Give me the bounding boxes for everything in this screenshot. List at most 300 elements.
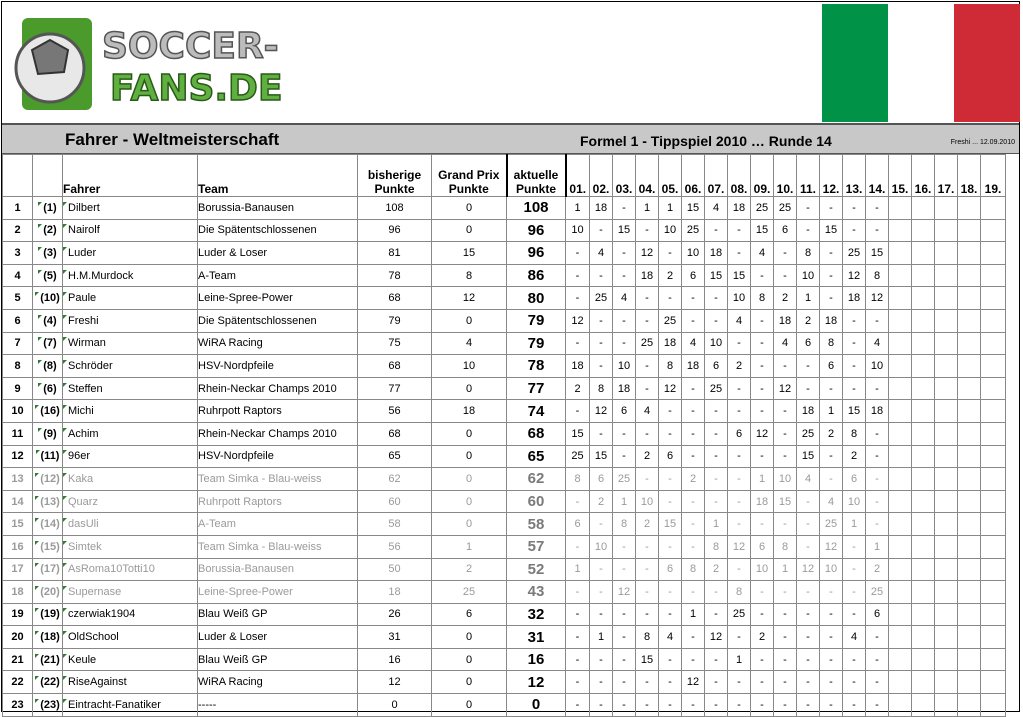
driver-name-cell [63,445,198,468]
table-row [3,581,1006,604]
race-points-cell [981,490,1006,513]
race-points-cell [912,581,935,604]
race-points-cell: 2 [866,558,889,581]
race-points-cell: - [613,242,636,265]
driver-name-text: Paule [68,292,97,305]
race-points-cell: - [774,445,797,468]
race-points-cell: - [820,197,843,220]
race-points-cell: 12 [636,242,659,265]
previous-rank-cell [33,468,63,491]
race-points-cell: - [751,332,774,355]
team-cell: Team Simka - Blau-weiss [198,535,358,558]
race-points-cell: 2 [590,490,613,513]
race-points-cell: 15 [820,219,843,242]
race-points-cell [935,603,958,626]
race-points-cell [889,242,912,265]
corner-marker [38,270,42,274]
bisherige-cell: 78 [358,264,432,287]
aktuelle-cell: 62 [507,468,566,491]
bisherige-cell: 56 [358,400,432,423]
header-race: 19. [981,155,1006,197]
race-points-cell: - [613,332,636,355]
race-points-cell: - [774,242,797,265]
race-points-cell: - [797,535,820,558]
race-points-cell [889,400,912,423]
race-points-cell: - [774,355,797,378]
race-points-cell: - [659,242,682,265]
driver-name-text: Quarz [68,495,98,508]
header-race: 12. [820,155,843,197]
driver-name-cell [63,332,198,355]
race-points-cell [958,332,981,355]
driver-name-cell [63,626,198,649]
race-points-cell: - [705,445,728,468]
standings-sheet [1,1,1020,712]
corner-marker [63,608,67,612]
race-points-cell: - [590,558,613,581]
race-points-cell: 18 [613,377,636,400]
previous-rank-text: (2) [43,224,57,237]
driver-name-text: Michi [68,405,94,418]
aktuelle-cell: 32 [507,603,566,626]
race-points-cell: - [843,309,866,332]
aktuelle-cell: 68 [507,422,566,445]
race-points-cell: 25 [590,287,613,310]
grandprix-cell: 15 [432,242,507,265]
driver-name-text: AsRoma10Totti10 [68,563,155,576]
table-row [3,332,1006,355]
race-points-cell [912,355,935,378]
table-row [3,626,1006,649]
race-points-cell: - [590,513,613,536]
race-points-cell: - [843,558,866,581]
race-points-cell: 12 [705,626,728,649]
race-points-cell: - [820,242,843,265]
race-points-cell [958,468,981,491]
table-row [3,671,1006,694]
race-points-cell: 1 [774,558,797,581]
corner-marker [35,608,39,612]
race-points-cell [981,671,1006,694]
header-race: 17. [935,155,958,197]
race-points-cell [912,264,935,287]
driver-name-text: Simtek [68,540,102,553]
race-points-cell: - [705,581,728,604]
driver-name-text: Luder [68,246,97,259]
race-points-cell [935,626,958,649]
aktuelle-cell: 31 [507,626,566,649]
aktuelle-cell: 86 [507,264,566,287]
bisherige-cell: 68 [358,287,432,310]
previous-rank-cell [33,309,63,332]
corner-marker [63,315,67,319]
grandprix-cell: 1 [432,535,507,558]
driver-name-cell [63,671,198,694]
race-points-cell [889,197,912,220]
bisherige-cell: 12 [358,671,432,694]
bisherige-cell: 96 [358,219,432,242]
driver-name-cell [63,490,198,513]
corner-marker [63,699,67,703]
corner-marker [63,428,67,432]
corner-marker [35,292,39,296]
race-points-cell [981,197,1006,220]
race-points-cell: - [613,422,636,445]
grandprix-cell: 6 [432,603,507,626]
round-title: Formel 1 - Tippspiel 2010 … Runde 14 [580,133,832,149]
corner-marker [38,247,42,251]
table-row [3,309,1006,332]
corner-marker [35,563,39,567]
race-points-cell: - [728,671,751,694]
race-points-cell: - [613,648,636,671]
previous-rank-text: (14) [40,518,60,531]
race-points-cell: - [797,581,820,604]
previous-rank-text: (7) [43,337,57,350]
race-points-cell: - [728,694,751,717]
race-points-cell [889,355,912,378]
race-points-cell: 6 [659,445,682,468]
corner-marker [63,202,67,206]
race-points-cell: 2 [751,626,774,649]
race-points-cell [958,513,981,536]
aktuelle-cell: 65 [507,445,566,468]
corner-marker [63,360,67,364]
race-points-cell: 8 [820,332,843,355]
race-points-cell [935,445,958,468]
race-points-cell: - [705,309,728,332]
race-points-cell: - [866,671,889,694]
race-points-cell: - [820,377,843,400]
grandprix-cell: 0 [432,445,507,468]
race-points-cell: 10 [843,490,866,513]
race-points-cell [889,309,912,332]
driver-name-cell [63,603,198,626]
aktuelle-cell: 96 [507,219,566,242]
race-points-cell: 2 [843,445,866,468]
race-points-cell: 15 [636,648,659,671]
race-points-cell: 15 [843,400,866,423]
driver-name-text: RiseAgainst [68,676,127,689]
race-points-cell: 18 [820,309,843,332]
corner-marker [35,541,39,545]
rank-cell: 12 [3,445,33,468]
corner-marker [35,496,39,500]
race-points-cell: - [682,626,705,649]
race-points-cell: - [866,648,889,671]
race-points-cell [981,648,1006,671]
aktuelle-cell: 79 [507,309,566,332]
race-points-cell: 1 [590,626,613,649]
race-points-cell: 2 [659,264,682,287]
race-points-cell: 15 [774,490,797,513]
rank-cell: 15 [3,513,33,536]
race-points-cell: 6 [774,219,797,242]
table-row [3,535,1006,558]
driver-name-text: Schröder [68,359,113,372]
driver-name-cell [63,648,198,671]
bisherige-cell: 62 [358,468,432,491]
corner-marker [35,473,39,477]
race-points-cell: 10 [590,535,613,558]
race-points-cell [935,581,958,604]
grandprix-cell: 12 [432,287,507,310]
race-points-cell: - [774,513,797,536]
rank-cell: 2 [3,219,33,242]
race-points-cell: 2 [728,355,751,378]
race-points-cell: - [566,603,590,626]
race-points-cell: 18 [774,309,797,332]
race-points-cell: - [728,626,751,649]
previous-rank-cell [33,694,63,717]
race-points-cell: 8 [566,468,590,491]
grandprix-cell: 25 [432,581,507,604]
race-points-cell: - [843,332,866,355]
driver-name-text: Freshi [68,314,99,327]
corner-marker [63,473,67,477]
race-points-cell [935,490,958,513]
race-points-cell [958,287,981,310]
corner-marker [36,450,40,454]
race-points-cell [935,671,958,694]
rank-cell: 9 [3,377,33,400]
race-points-cell: 1 [566,197,590,220]
race-points-cell: 6 [728,422,751,445]
race-points-cell: - [636,603,659,626]
previous-rank-cell [33,513,63,536]
aktuelle-cell: 43 [507,581,566,604]
race-points-cell: - [728,558,751,581]
race-points-cell: 10 [705,332,728,355]
race-points-cell: - [705,490,728,513]
driver-name-text: Wirman [68,337,106,350]
race-points-cell [889,558,912,581]
race-points-cell: 8 [590,377,613,400]
race-points-cell: 4 [682,332,705,355]
race-points-cell: 2 [636,445,659,468]
table-row [3,355,1006,378]
race-points-cell [981,581,1006,604]
race-points-cell: - [751,264,774,287]
corner-marker [35,586,39,590]
driver-name-text: Nairolf [68,224,100,237]
race-points-cell: - [566,671,590,694]
race-points-cell [981,468,1006,491]
race-points-cell [958,648,981,671]
race-points-cell: - [705,287,728,310]
race-points-cell: - [797,671,820,694]
race-points-cell: - [866,422,889,445]
race-points-cell [958,671,981,694]
race-points-cell: 2 [566,377,590,400]
grandprix-cell: 0 [432,468,507,491]
race-points-cell: 15 [866,242,889,265]
race-points-cell: 4 [751,242,774,265]
bisherige-cell: 68 [358,355,432,378]
previous-rank-cell [33,581,63,604]
race-points-cell [935,242,958,265]
table-row [3,445,1006,468]
corner-marker [38,360,42,364]
previous-rank-text: (21) [40,653,60,666]
race-points-cell: - [705,671,728,694]
race-points-cell [935,535,958,558]
race-points-cell: 12 [682,671,705,694]
previous-rank-text: (4) [43,314,57,327]
driver-name-cell [63,355,198,378]
title-bar [2,123,1019,154]
team-cell: Leine-Spree-Power [198,581,358,604]
race-points-cell: - [705,468,728,491]
race-points-cell: - [820,671,843,694]
race-points-cell: - [866,468,889,491]
race-points-cell: - [682,694,705,717]
race-points-cell: - [590,581,613,604]
race-points-cell [912,377,935,400]
corner-marker [35,518,39,522]
race-points-cell: 6 [751,535,774,558]
previous-rank-cell [33,377,63,400]
race-points-cell: 2 [705,558,728,581]
aktuelle-cell: 80 [507,287,566,310]
race-points-cell [912,513,935,536]
race-points-cell: - [636,219,659,242]
race-points-cell [912,535,935,558]
race-points-cell: - [590,309,613,332]
rank-cell: 7 [3,332,33,355]
race-points-cell: 6 [566,513,590,536]
race-points-cell: 10 [866,355,889,378]
race-points-cell: 18 [866,400,889,423]
grandprix-cell: 0 [432,309,507,332]
corner-marker [63,292,67,296]
driver-name-cell [63,400,198,423]
race-points-cell: - [636,694,659,717]
race-points-cell: - [843,219,866,242]
rank-cell: 17 [3,558,33,581]
race-points-cell: 12 [797,558,820,581]
race-points-cell: 6 [682,264,705,287]
race-points-cell [981,558,1006,581]
corner-marker [63,247,67,251]
rank-cell: 11 [3,422,33,445]
race-points-cell: 2 [636,513,659,536]
aktuelle-cell: 12 [507,671,566,694]
race-points-cell: - [843,694,866,717]
race-points-cell [981,287,1006,310]
header-race: 16. [912,155,935,197]
race-points-cell [935,219,958,242]
race-points-cell: 1 [843,513,866,536]
aktuelle-cell: 108 [507,197,566,220]
race-points-cell: - [866,219,889,242]
driver-name-cell [63,468,198,491]
race-points-cell: 10 [797,264,820,287]
race-points-cell [958,422,981,445]
race-points-cell [958,535,981,558]
race-points-cell: 1 [751,468,774,491]
previous-rank-text: (18) [40,631,60,644]
race-points-cell: 18 [566,355,590,378]
table-row [3,242,1006,265]
race-points-cell: 8 [659,355,682,378]
race-points-cell: 25 [659,309,682,332]
race-points-cell: 6 [820,355,843,378]
race-points-cell [912,332,935,355]
race-points-cell [889,490,912,513]
race-points-cell: 4 [774,332,797,355]
race-points-cell: - [566,400,590,423]
race-points-cell: 15 [566,422,590,445]
bisherige-cell: 26 [358,603,432,626]
grandprix-cell: 2 [432,558,507,581]
race-points-cell: - [705,422,728,445]
corner-marker [35,631,39,635]
corner-marker [63,676,67,680]
race-points-cell [935,468,958,491]
race-points-cell: 10 [682,242,705,265]
header-banner [2,2,1019,123]
race-points-cell: 10 [751,558,774,581]
table-row [3,422,1006,445]
rank-cell: 14 [3,490,33,513]
race-points-cell: 6 [613,400,636,423]
race-points-cell [889,219,912,242]
race-points-cell [889,445,912,468]
race-points-cell [889,377,912,400]
race-points-cell: - [866,626,889,649]
race-points-cell: - [820,603,843,626]
aktuelle-cell: 60 [507,490,566,513]
race-points-cell: - [866,490,889,513]
race-points-cell [889,264,912,287]
race-points-cell [935,422,958,445]
race-points-cell: - [774,603,797,626]
driver-name-text: Achim [68,427,99,440]
rank-cell: 3 [3,242,33,265]
race-points-cell: 15 [590,445,613,468]
race-points-cell: 4 [728,309,751,332]
previous-rank-cell [33,400,63,423]
race-points-cell [958,626,981,649]
team-cell: Rhein-Neckar Champs 2010 [198,377,358,400]
header-race: 15. [889,155,912,197]
race-points-cell: - [705,694,728,717]
corner-marker [38,337,42,341]
header-grandprix: Grand Prix Punkte [432,155,507,197]
race-points-cell: 8 [728,581,751,604]
rank-cell: 20 [3,626,33,649]
race-points-cell: 4 [843,626,866,649]
bisherige-cell: 16 [358,648,432,671]
race-points-cell: - [797,219,820,242]
corner-marker [63,450,67,454]
race-points-cell: - [613,694,636,717]
race-points-cell: - [866,513,889,536]
race-points-cell [912,671,935,694]
grandprix-cell: 10 [432,355,507,378]
rank-cell: 21 [3,648,33,671]
race-points-cell: - [820,626,843,649]
header-race: 08. [728,155,751,197]
race-points-cell: - [751,648,774,671]
race-points-cell: 8 [751,287,774,310]
race-points-cell: - [820,445,843,468]
aktuelle-cell: 16 [507,648,566,671]
race-points-cell: - [682,490,705,513]
driver-name-cell [63,377,198,400]
bisherige-cell: 58 [358,513,432,536]
